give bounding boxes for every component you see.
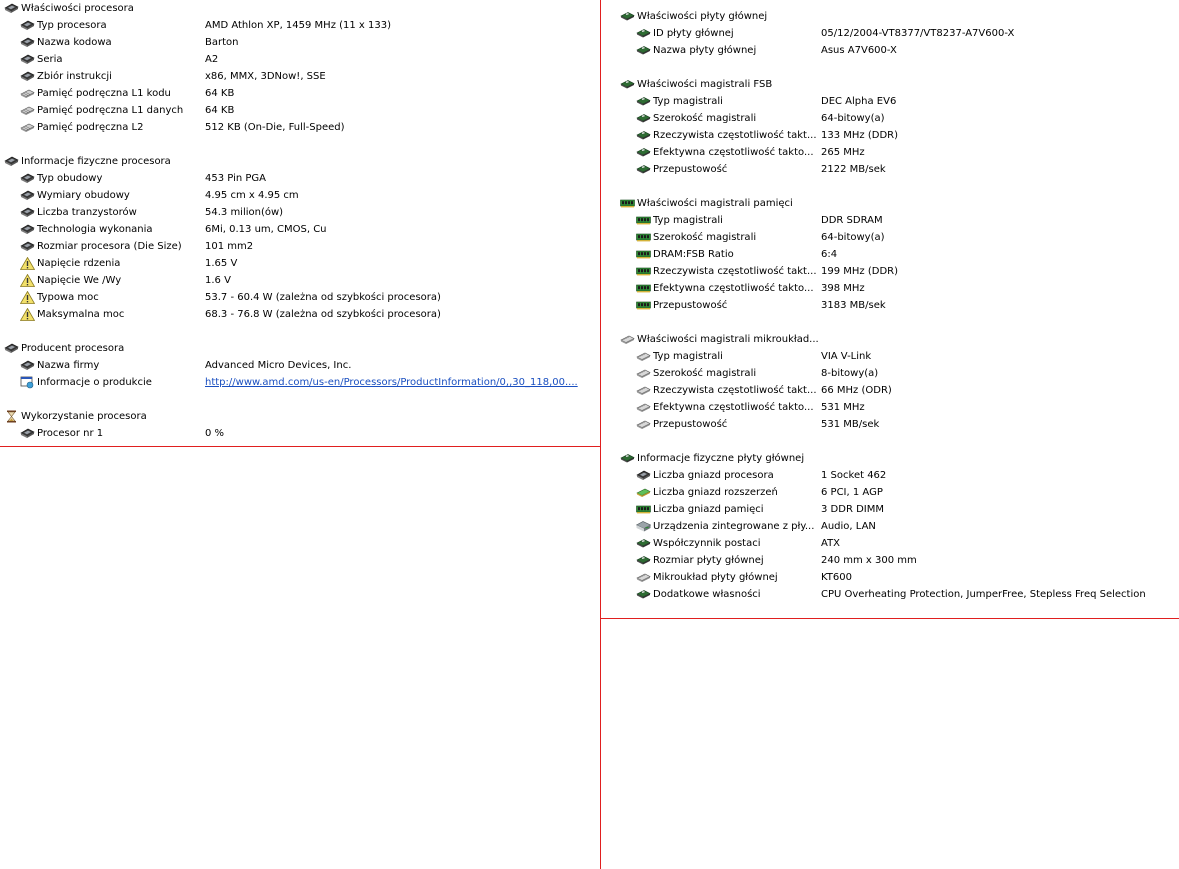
property-section <box>0 408 600 442</box>
property-value: 53.7 - 60.4 W (zależna od szybkości procesora) <box>205 292 441 303</box>
chipset-icon <box>636 367 651 380</box>
section-spacer <box>0 136 600 153</box>
ram-module-icon <box>636 503 651 516</box>
section-spacer <box>602 59 1179 76</box>
section-header[interactable] <box>602 8 1179 25</box>
vertical-page-divider <box>600 0 601 869</box>
section-header[interactable] <box>0 153 600 170</box>
property-row[interactable] <box>602 246 1179 263</box>
property-value: 1.6 V <box>205 275 231 286</box>
property-row[interactable] <box>0 51 600 68</box>
property-value: 3183 MB/sek <box>821 300 886 311</box>
property-row[interactable] <box>602 586 1179 603</box>
section-title: Właściwości magistrali FSB <box>637 79 773 90</box>
property-label: Liczba tranzystorów <box>37 207 137 218</box>
property-row[interactable] <box>0 34 600 51</box>
property-row[interactable] <box>602 535 1179 552</box>
motherboard-icon <box>636 129 651 142</box>
chipset-icon <box>620 333 635 346</box>
property-value: Audio, LAN <box>821 521 876 532</box>
voltage-warning-icon <box>20 274 35 287</box>
property-row[interactable] <box>602 212 1179 229</box>
property-section <box>602 450 1179 603</box>
property-section <box>602 195 1179 314</box>
section-header[interactable] <box>602 195 1179 212</box>
property-row[interactable] <box>602 552 1179 569</box>
chipset-icon <box>636 418 651 431</box>
property-label: Nazwa firmy <box>37 360 100 371</box>
cpu-report-page <box>0 0 600 442</box>
property-value: 8-bitowy(a) <box>821 368 879 379</box>
property-value: KT600 <box>821 572 852 583</box>
cpu-icon <box>20 36 35 49</box>
section-spacer <box>602 178 1179 195</box>
motherboard-icon <box>636 27 651 40</box>
section-spacer <box>0 391 600 408</box>
property-label: Typ procesora <box>37 20 107 31</box>
property-row[interactable] <box>0 204 600 221</box>
motherboard-icon <box>636 44 651 57</box>
property-label: Typ magistrali <box>653 96 723 107</box>
property-row[interactable] <box>602 416 1179 433</box>
property-value: 2122 MB/sek <box>821 164 886 175</box>
property-value: 64 KB <box>205 88 235 99</box>
integrated-device-icon <box>636 520 651 533</box>
voltage-warning-icon <box>20 257 35 270</box>
motherboard-icon <box>620 78 635 91</box>
property-value: 4.95 cm x 4.95 cm <box>205 190 299 201</box>
motherboard-icon <box>636 95 651 108</box>
property-row[interactable] <box>602 297 1179 314</box>
ram-module-icon <box>636 299 651 312</box>
cache-chip-icon <box>20 104 35 117</box>
property-row[interactable] <box>602 263 1179 280</box>
property-section <box>0 340 600 391</box>
property-label: Mikroukład płyty głównej <box>653 572 778 583</box>
web-link-icon <box>20 376 35 389</box>
property-row[interactable] <box>0 17 600 34</box>
property-row[interactable] <box>0 68 600 85</box>
property-label: Szerokość magistrali <box>653 232 757 243</box>
property-value: 64-bitowy(a) <box>821 232 885 243</box>
cpu-icon <box>20 427 35 440</box>
cpu-icon <box>4 2 19 15</box>
ram-module-icon <box>636 214 651 227</box>
property-value: 265 MHz <box>821 147 865 158</box>
property-label: Rozmiar płyty głównej <box>653 555 764 566</box>
voltage-warning-icon <box>20 308 35 321</box>
motherboard-icon <box>636 537 651 550</box>
property-label: Współczynnik postaci <box>653 538 761 549</box>
property-row[interactable] <box>0 272 600 289</box>
property-value: 6 PCI, 1 AGP <box>821 487 883 498</box>
property-value: 531 MB/sek <box>821 419 880 430</box>
property-value: 64 KB <box>205 105 235 116</box>
property-row[interactable] <box>602 365 1179 382</box>
cpu-icon <box>4 342 19 355</box>
section-spacer <box>0 323 600 340</box>
property-label: Seria <box>37 54 63 65</box>
property-section <box>602 8 1179 59</box>
property-label: Pamięć podręczna L1 danych <box>37 105 184 116</box>
property-value: A2 <box>205 54 219 65</box>
property-label: Rzeczywista częstotliwość takt... <box>653 130 817 141</box>
property-label: Zbiór instrukcji <box>37 71 112 82</box>
cpu-icon <box>20 359 35 372</box>
property-label: Liczba gniazd procesora <box>653 470 774 481</box>
cache-chip-icon <box>20 87 35 100</box>
property-row[interactable] <box>0 170 600 187</box>
property-label: Liczba gniazd pamięci <box>653 504 764 515</box>
property-label: Efektywna częstotliwość takto... <box>653 147 814 158</box>
property-label: Typ obudowy <box>37 173 103 184</box>
property-row[interactable] <box>0 85 600 102</box>
property-value: Barton <box>205 37 239 48</box>
property-row[interactable] <box>602 399 1179 416</box>
property-row[interactable] <box>602 348 1179 365</box>
property-label: Liczba gniazd rozszerzeń <box>653 487 778 498</box>
property-row[interactable] <box>0 306 600 323</box>
property-label: Typ magistrali <box>653 215 723 226</box>
property-label: Wymiary obudowy <box>37 190 130 201</box>
property-label: Rozmiar procesora (Die Size) <box>37 241 182 252</box>
motherboard-icon <box>636 112 651 125</box>
cpu-icon <box>20 240 35 253</box>
section-spacer <box>602 314 1179 331</box>
property-value: AMD Athlon XP, 1459 MHz (11 x 133) <box>205 20 392 31</box>
property-row[interactable] <box>0 221 600 238</box>
property-value: 68.3 - 76.8 W (zależna od szybkości procesora) <box>205 309 441 320</box>
property-value: DEC Alpha EV6 <box>821 96 897 107</box>
section-title: Wykorzystanie procesora <box>21 411 147 422</box>
property-label: Technologia wykonania <box>37 224 153 235</box>
section-title: Właściwości procesora <box>21 3 134 14</box>
ram-module-icon <box>636 231 651 244</box>
section-title: Właściwości płyty głównej <box>637 11 768 22</box>
property-row[interactable] <box>602 518 1179 535</box>
ram-module-icon <box>620 197 635 210</box>
section-header[interactable] <box>0 340 600 357</box>
property-value: 6:4 <box>821 249 838 260</box>
property-value: 6Mi, 0.13 um, CMOS, Cu <box>205 224 327 235</box>
property-value: 240 mm x 300 mm <box>821 555 917 566</box>
property-label: Szerokość magistrali <box>653 368 757 379</box>
cpu-icon <box>636 469 651 482</box>
chipset-icon <box>636 571 651 584</box>
property-value: 0 % <box>205 428 225 439</box>
property-row[interactable] <box>602 25 1179 42</box>
product-info-link[interactable]: http://www.amd.com/us-en/Processors/ProductInformation/0,,30_118,00.... <box>205 377 578 388</box>
property-label: Napięcie rdzenia <box>37 258 121 269</box>
chipset-icon <box>636 350 651 363</box>
property-value: 133 MHz (DDR) <box>821 130 898 141</box>
section-header[interactable] <box>602 76 1179 93</box>
motherboard-icon <box>636 588 651 601</box>
property-value: DDR SDRAM <box>821 215 883 226</box>
property-value: 199 MHz (DDR) <box>821 266 898 277</box>
property-value: Asus A7V600-X <box>821 45 897 56</box>
property-section <box>0 153 600 323</box>
cpu-icon <box>20 223 35 236</box>
property-row[interactable] <box>0 357 600 374</box>
section-title: Producent procesora <box>21 343 125 354</box>
property-label: Rzeczywista częstotliwość takt... <box>653 266 817 277</box>
section-title: Informacje fizyczne procesora <box>21 156 171 167</box>
property-row[interactable] <box>602 42 1179 59</box>
property-label: Rzeczywista częstotliwość takt... <box>653 385 817 396</box>
property-label: Urządzenia zintegrowane z pły... <box>653 521 815 532</box>
property-row[interactable] <box>0 374 600 391</box>
property-label: Szerokość magistrali <box>653 113 757 124</box>
property-section <box>0 0 600 136</box>
property-label: Przepustowość <box>653 419 728 430</box>
property-label: Dodatkowe własności <box>653 589 761 600</box>
property-value: 64-bitowy(a) <box>821 113 885 124</box>
property-value: 531 MHz <box>821 402 865 413</box>
ram-module-icon <box>636 282 651 295</box>
section-header[interactable] <box>602 450 1179 467</box>
cpu-icon <box>20 70 35 83</box>
property-label: Przepustowość <box>653 300 728 311</box>
ram-module-icon <box>636 248 651 261</box>
motherboard-icon <box>620 452 635 465</box>
property-value: 05/12/2004-VT8377/VT8237-A7V600-X <box>821 28 1015 39</box>
cpu-icon <box>20 189 35 202</box>
hourglass-icon <box>4 410 19 423</box>
property-section <box>602 331 1179 433</box>
property-label: Nazwa kodowa <box>37 37 112 48</box>
motherboard-icon <box>620 10 635 23</box>
property-row[interactable] <box>0 187 600 204</box>
property-label: ID płyty głównej <box>653 28 734 39</box>
cpu-icon <box>20 19 35 32</box>
right-page-bottom-divider <box>600 618 1179 619</box>
property-value: 1 Socket 462 <box>821 470 887 481</box>
property-label: Przepustowość <box>653 164 728 175</box>
cpu-icon <box>4 155 19 168</box>
property-value: 3 DDR DIMM <box>821 504 884 515</box>
motherboard-report-page <box>602 8 1179 603</box>
property-label: Typ magistrali <box>653 351 723 362</box>
property-value: 66 MHz (ODR) <box>821 385 892 396</box>
property-row[interactable] <box>0 102 600 119</box>
property-label: Pamięć podręczna L1 kodu <box>37 88 171 99</box>
property-label: Typowa moc <box>37 292 99 303</box>
section-header[interactable] <box>602 331 1179 348</box>
property-row[interactable] <box>0 289 600 306</box>
chipset-icon <box>636 401 651 414</box>
property-row[interactable] <box>602 467 1179 484</box>
motherboard-icon <box>636 146 651 159</box>
property-section <box>602 76 1179 178</box>
property-row[interactable] <box>602 280 1179 297</box>
property-value: 512 KB (On-Die, Full-Speed) <box>205 122 345 133</box>
section-title: Właściwości magistrali pamięci <box>637 198 793 209</box>
cpu-icon <box>20 53 35 66</box>
property-value: 54.3 milion(ów) <box>205 207 284 218</box>
property-value: 453 Pin PGA <box>205 173 266 184</box>
left-page-bottom-divider <box>0 446 600 447</box>
property-label: Maksymalna moc <box>37 309 125 320</box>
motherboard-icon <box>636 554 651 567</box>
property-value: 398 MHz <box>821 283 865 294</box>
property-label: Efektywna częstotliwość takto... <box>653 402 814 413</box>
section-spacer <box>602 433 1179 450</box>
property-row[interactable] <box>602 382 1179 399</box>
property-row[interactable] <box>602 501 1179 518</box>
property-label: Procesor nr 1 <box>37 428 104 439</box>
property-label: Efektywna częstotliwość takto... <box>653 283 814 294</box>
cache-chip-icon <box>20 121 35 134</box>
property-row[interactable] <box>602 144 1179 161</box>
property-row[interactable] <box>0 119 600 136</box>
property-row[interactable] <box>602 229 1179 246</box>
property-row[interactable] <box>0 238 600 255</box>
ram-module-icon <box>636 265 651 278</box>
property-row[interactable] <box>602 93 1179 110</box>
property-value: Advanced Micro Devices, Inc. <box>205 360 352 371</box>
property-value: 101 mm2 <box>205 241 254 252</box>
expansion-card-icon <box>636 486 651 499</box>
property-row[interactable] <box>602 484 1179 501</box>
property-row[interactable] <box>0 255 600 272</box>
voltage-warning-icon <box>20 291 35 304</box>
property-row[interactable] <box>602 161 1179 178</box>
property-row[interactable] <box>602 110 1179 127</box>
property-value: 1.65 V <box>205 258 238 269</box>
motherboard-icon <box>636 163 651 176</box>
property-label: Napięcie We /Wy <box>37 275 122 286</box>
property-label: Nazwa płyty głównej <box>653 45 757 56</box>
property-value: ATX <box>821 538 841 549</box>
section-header[interactable] <box>0 408 600 425</box>
property-row[interactable] <box>602 127 1179 144</box>
property-row[interactable] <box>602 569 1179 586</box>
property-value: CPU Overheating Protection, JumperFree, Stepless Freq Selection <box>821 589 1146 600</box>
section-header[interactable] <box>0 0 600 17</box>
cpu-icon <box>20 206 35 219</box>
property-label: Informacje o produkcie <box>37 377 152 388</box>
section-title: Informacje fizyczne płyty głównej <box>637 453 805 464</box>
property-label: DRAM:FSB Ratio <box>653 249 734 260</box>
property-value: x86, MMX, 3DNow!, SSE <box>205 71 326 82</box>
chipset-icon <box>636 384 651 397</box>
property-value: VIA V-Link <box>821 351 872 362</box>
property-label: Pamięć podręczna L2 <box>37 122 144 133</box>
property-row[interactable] <box>0 425 600 442</box>
cpu-icon <box>20 172 35 185</box>
section-title: Właściwości magistrali mikroukład... <box>637 334 819 345</box>
